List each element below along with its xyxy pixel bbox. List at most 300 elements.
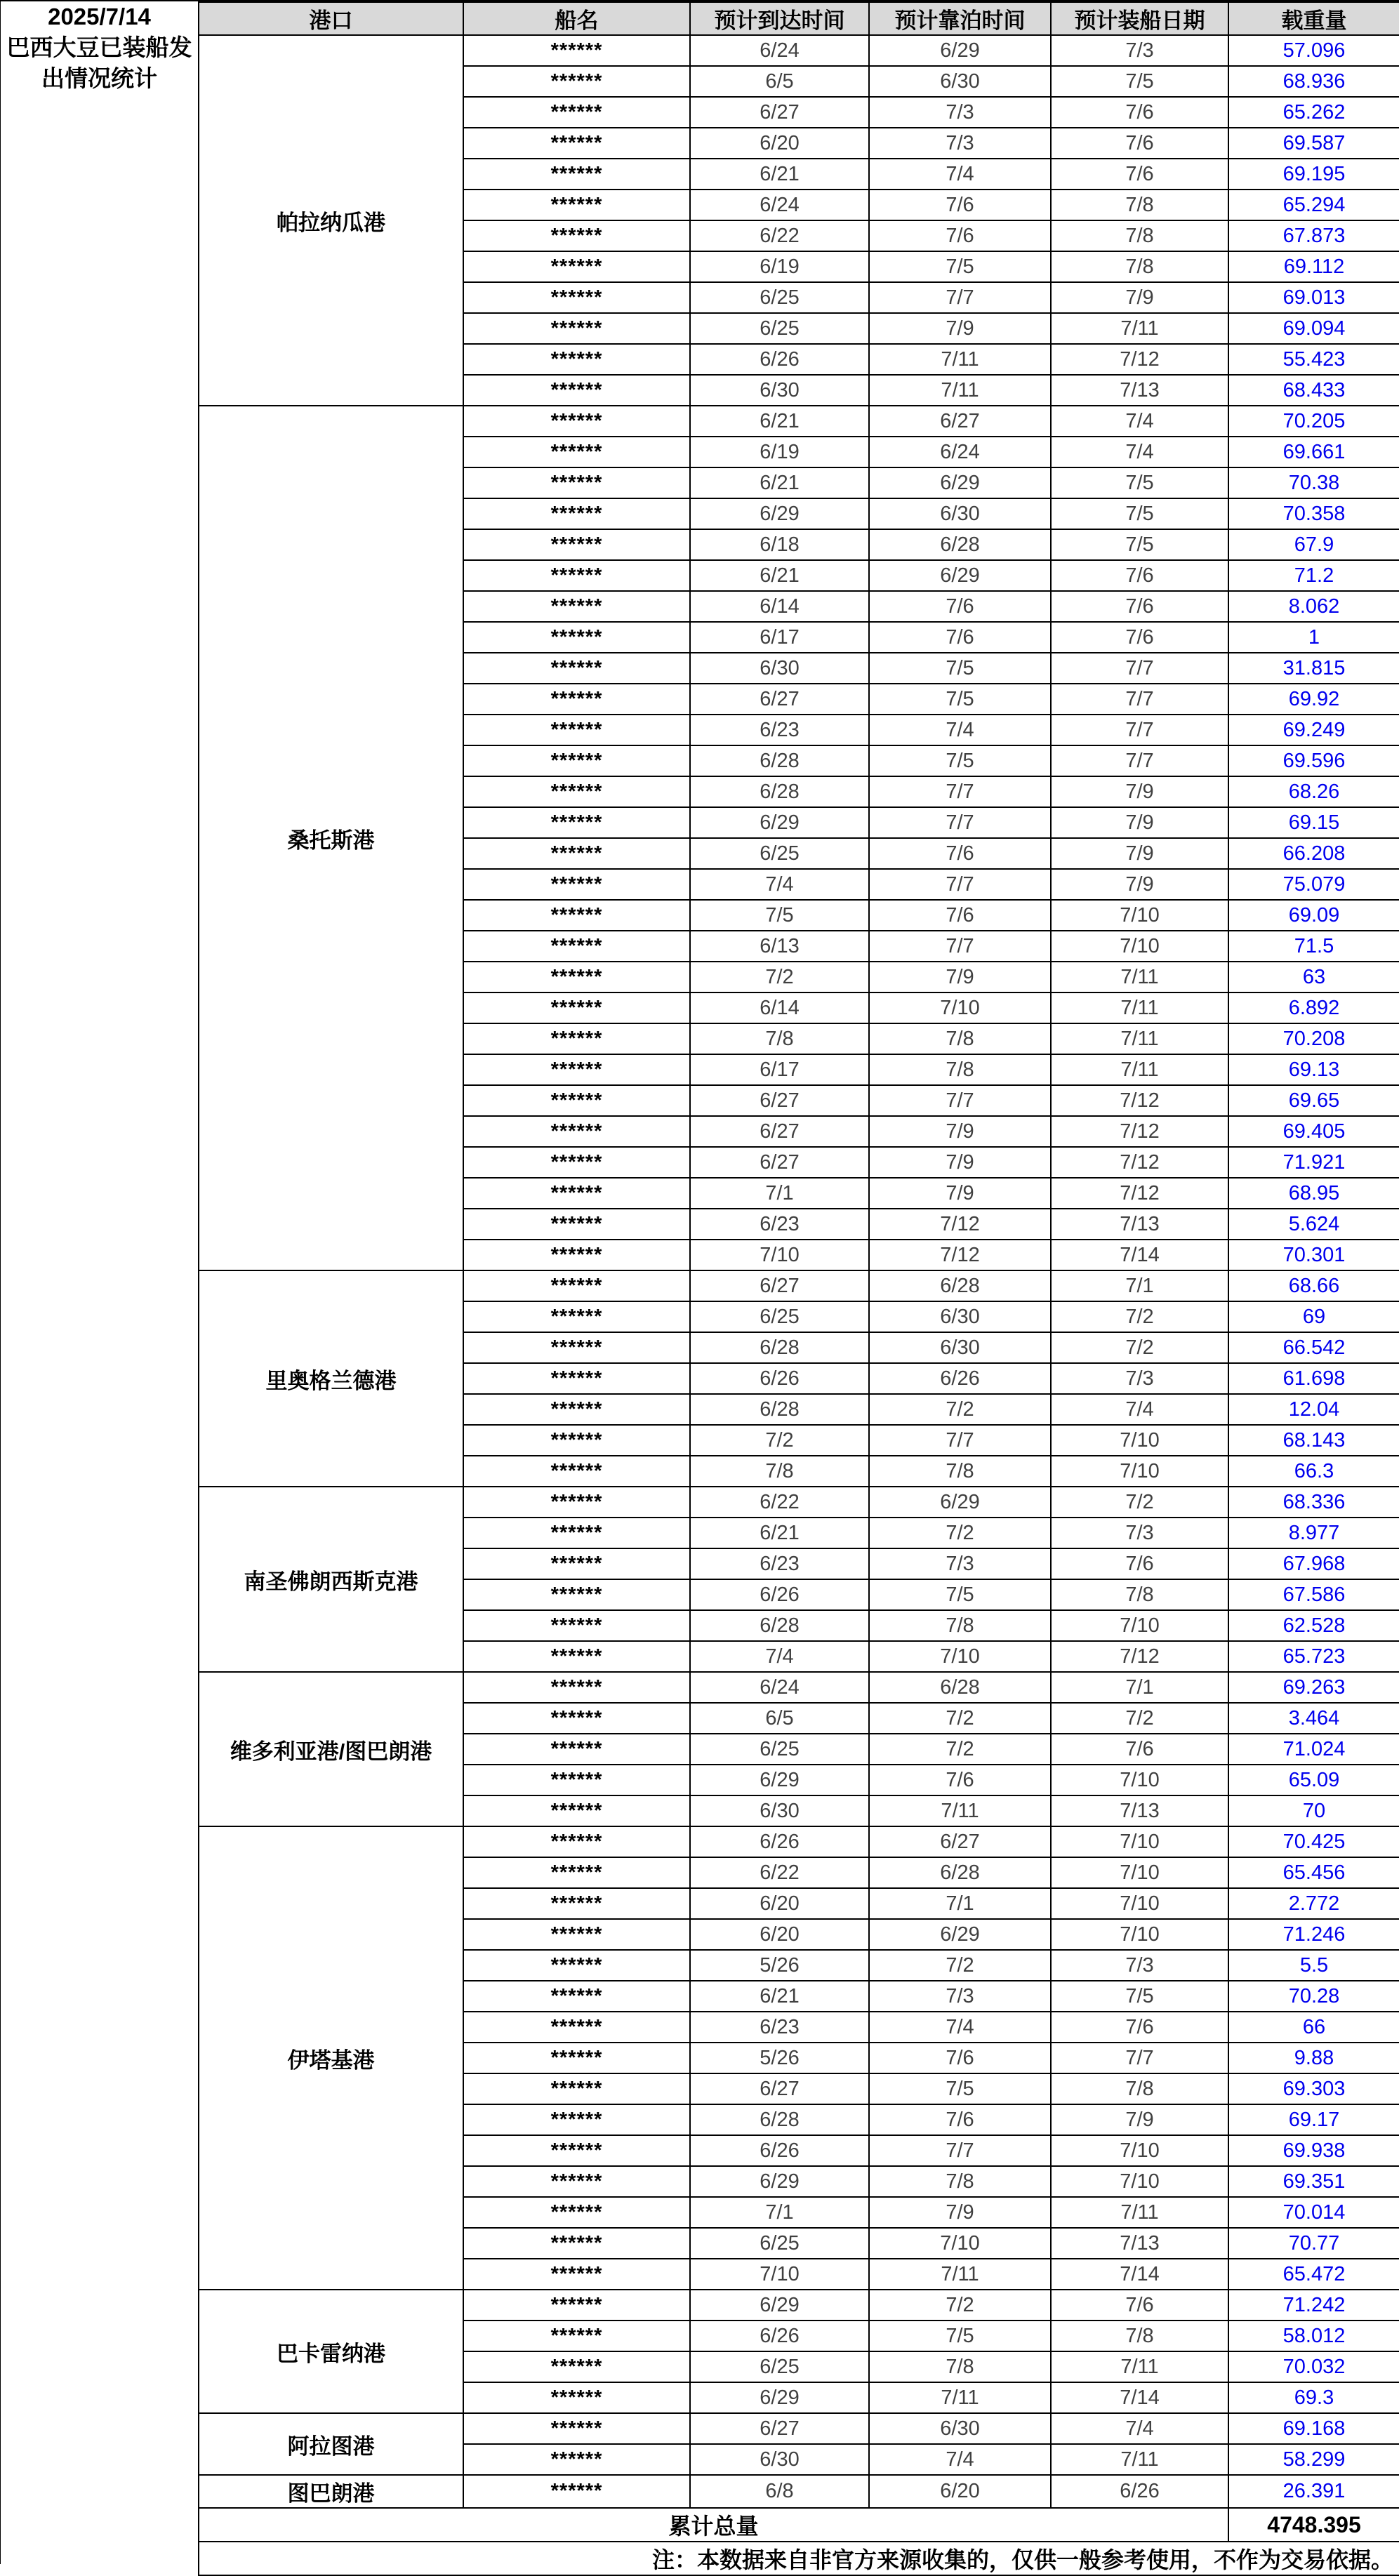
- ship-name-cell[interactable]: ******: [463, 1178, 690, 1209]
- ship-name-cell[interactable]: ******: [463, 1209, 690, 1240]
- deadweight-cell[interactable]: 69.92: [1228, 684, 1399, 715]
- eta-cell[interactable]: 6/26: [690, 1363, 869, 1394]
- berthing-cell[interactable]: 7/6: [869, 1765, 1051, 1795]
- berthing-cell[interactable]: 7/3: [869, 128, 1051, 159]
- deadweight-cell[interactable]: 58.012: [1228, 2321, 1399, 2351]
- loading-date-cell[interactable]: 7/7: [1051, 653, 1228, 684]
- deadweight-cell[interactable]: 68.336: [1228, 1487, 1399, 1518]
- berthing-cell[interactable]: 7/7: [869, 1425, 1051, 1456]
- loading-date-cell[interactable]: 7/10: [1051, 2166, 1228, 2197]
- loading-date-cell[interactable]: 7/6: [1051, 159, 1228, 190]
- berthing-cell[interactable]: 7/2: [869, 1703, 1051, 1734]
- port-name-cell[interactable]: 图巴朗港: [199, 2475, 463, 2508]
- deadweight-cell[interactable]: 71.921: [1228, 1147, 1399, 1178]
- eta-cell[interactable]: 6/17: [690, 622, 869, 653]
- deadweight-cell[interactable]: 67.9: [1228, 529, 1399, 560]
- loading-date-cell[interactable]: 7/14: [1051, 2382, 1228, 2413]
- loading-date-cell[interactable]: 7/4: [1051, 437, 1228, 467]
- deadweight-cell[interactable]: 66.542: [1228, 1332, 1399, 1363]
- berthing-cell[interactable]: 6/26: [869, 1363, 1051, 1394]
- ship-name-cell[interactable]: ******: [463, 2135, 690, 2166]
- eta-cell[interactable]: 6/28: [690, 1610, 869, 1641]
- eta-cell[interactable]: 6/17: [690, 1054, 869, 1085]
- deadweight-cell[interactable]: 71.2: [1228, 560, 1399, 591]
- deadweight-cell[interactable]: 70.28: [1228, 1981, 1399, 2012]
- eta-cell[interactable]: 6/22: [690, 1487, 869, 1518]
- loading-date-cell[interactable]: 7/3: [1051, 1950, 1228, 1981]
- berthing-cell[interactable]: 7/5: [869, 251, 1051, 282]
- eta-cell[interactable]: 6/27: [690, 1116, 869, 1147]
- ship-name-cell[interactable]: ******: [463, 1950, 690, 1981]
- deadweight-cell[interactable]: 69.405: [1228, 1116, 1399, 1147]
- deadweight-cell[interactable]: 70: [1228, 1795, 1399, 1826]
- loading-date-cell[interactable]: 7/6: [1051, 1734, 1228, 1765]
- deadweight-cell[interactable]: 69.168: [1228, 2413, 1399, 2444]
- berthing-cell[interactable]: 7/11: [869, 344, 1051, 375]
- berthing-cell[interactable]: 6/27: [869, 1826, 1051, 1857]
- header-loading-date[interactable]: 预计装船日期: [1051, 2, 1228, 35]
- deadweight-cell[interactable]: 71.246: [1228, 1919, 1399, 1950]
- berthing-cell[interactable]: 7/8: [869, 1456, 1051, 1487]
- deadweight-cell[interactable]: 66.208: [1228, 838, 1399, 869]
- loading-date-cell[interactable]: 7/10: [1051, 1857, 1228, 1888]
- deadweight-cell[interactable]: 66: [1228, 2012, 1399, 2043]
- ship-name-cell[interactable]: ******: [463, 838, 690, 869]
- loading-date-cell[interactable]: 7/3: [1051, 35, 1228, 66]
- eta-cell[interactable]: 6/5: [690, 1703, 869, 1734]
- ship-name-cell[interactable]: ******: [463, 2475, 690, 2508]
- berthing-cell[interactable]: 6/30: [869, 498, 1051, 529]
- eta-cell[interactable]: 6/27: [690, 97, 869, 128]
- ship-name-cell[interactable]: ******: [463, 684, 690, 715]
- loading-date-cell[interactable]: 7/8: [1051, 190, 1228, 220]
- berthing-cell[interactable]: 7/5: [869, 684, 1051, 715]
- ship-name-cell[interactable]: ******: [463, 344, 690, 375]
- ship-name-cell[interactable]: ******: [463, 931, 690, 962]
- deadweight-cell[interactable]: 61.698: [1228, 1363, 1399, 1394]
- ship-name-cell[interactable]: ******: [463, 2382, 690, 2413]
- eta-cell[interactable]: 6/18: [690, 529, 869, 560]
- deadweight-cell[interactable]: 70.032: [1228, 2351, 1399, 2382]
- eta-cell[interactable]: 6/29: [690, 807, 869, 838]
- loading-date-cell[interactable]: 7/4: [1051, 2413, 1228, 2444]
- eta-cell[interactable]: 6/8: [690, 2475, 869, 2508]
- eta-cell[interactable]: 6/13: [690, 931, 869, 962]
- eta-cell[interactable]: 6/24: [690, 35, 869, 66]
- ship-name-cell[interactable]: ******: [463, 498, 690, 529]
- ship-name-cell[interactable]: ******: [463, 622, 690, 653]
- loading-date-cell[interactable]: 7/2: [1051, 1332, 1228, 1363]
- ship-name-cell[interactable]: ******: [463, 2166, 690, 2197]
- loading-date-cell[interactable]: 7/7: [1051, 2043, 1228, 2073]
- ship-name-cell[interactable]: ******: [463, 1610, 690, 1641]
- deadweight-cell[interactable]: 6.892: [1228, 992, 1399, 1023]
- ship-name-cell[interactable]: ******: [463, 745, 690, 776]
- ship-name-cell[interactable]: ******: [463, 1919, 690, 1950]
- deadweight-cell[interactable]: 69.17: [1228, 2104, 1399, 2135]
- deadweight-cell[interactable]: 5.5: [1228, 1950, 1399, 1981]
- deadweight-cell[interactable]: 5.624: [1228, 1209, 1399, 1240]
- eta-cell[interactable]: 6/25: [690, 313, 869, 344]
- eta-cell[interactable]: 6/24: [690, 1672, 869, 1703]
- ship-name-cell[interactable]: ******: [463, 2012, 690, 2043]
- eta-cell[interactable]: 6/30: [690, 1795, 869, 1826]
- ship-name-cell[interactable]: ******: [463, 529, 690, 560]
- loading-date-cell[interactable]: 7/12: [1051, 1147, 1228, 1178]
- ship-name-cell[interactable]: ******: [463, 1765, 690, 1795]
- deadweight-cell[interactable]: 69.596: [1228, 745, 1399, 776]
- ship-name-cell[interactable]: ******: [463, 1857, 690, 1888]
- ship-name-cell[interactable]: ******: [463, 1579, 690, 1610]
- loading-date-cell[interactable]: 7/7: [1051, 715, 1228, 745]
- ship-name-cell[interactable]: ******: [463, 715, 690, 745]
- loading-date-cell[interactable]: 7/11: [1051, 2197, 1228, 2228]
- deadweight-cell[interactable]: 70.205: [1228, 406, 1399, 437]
- berthing-cell[interactable]: 7/8: [869, 2351, 1051, 2382]
- deadweight-cell[interactable]: 65.294: [1228, 190, 1399, 220]
- berthing-cell[interactable]: 7/7: [869, 776, 1051, 807]
- deadweight-cell[interactable]: 3.464: [1228, 1703, 1399, 1734]
- ship-name-cell[interactable]: ******: [463, 1240, 690, 1270]
- eta-cell[interactable]: 5/26: [690, 2043, 869, 2073]
- ship-name-cell[interactable]: ******: [463, 1116, 690, 1147]
- eta-cell[interactable]: 6/27: [690, 2073, 869, 2104]
- ship-name-cell[interactable]: ******: [463, 2444, 690, 2475]
- loading-date-cell[interactable]: 7/3: [1051, 1363, 1228, 1394]
- loading-date-cell[interactable]: 7/11: [1051, 992, 1228, 1023]
- eta-cell[interactable]: 6/27: [690, 1085, 869, 1116]
- deadweight-cell[interactable]: 12.04: [1228, 1394, 1399, 1425]
- berthing-cell[interactable]: 7/7: [869, 2135, 1051, 2166]
- eta-cell[interactable]: 7/2: [690, 962, 869, 992]
- berthing-cell[interactable]: 7/9: [869, 2197, 1051, 2228]
- deadweight-cell[interactable]: 67.873: [1228, 220, 1399, 251]
- berthing-cell[interactable]: 7/6: [869, 900, 1051, 931]
- loading-date-cell[interactable]: 7/8: [1051, 220, 1228, 251]
- ship-name-cell[interactable]: ******: [463, 1456, 690, 1487]
- deadweight-cell[interactable]: 66.3: [1228, 1456, 1399, 1487]
- loading-date-cell[interactable]: 7/11: [1051, 1023, 1228, 1054]
- eta-cell[interactable]: 7/10: [690, 1240, 869, 1270]
- berthing-cell[interactable]: 6/29: [869, 560, 1051, 591]
- berthing-cell[interactable]: 7/5: [869, 2321, 1051, 2351]
- berthing-cell[interactable]: 7/8: [869, 2166, 1051, 2197]
- ship-name-cell[interactable]: ******: [463, 2413, 690, 2444]
- deadweight-cell[interactable]: 65.472: [1228, 2259, 1399, 2290]
- berthing-cell[interactable]: 7/11: [869, 2382, 1051, 2413]
- loading-date-cell[interactable]: 7/2: [1051, 1703, 1228, 1734]
- ship-name-cell[interactable]: ******: [463, 128, 690, 159]
- berthing-cell[interactable]: 6/28: [869, 529, 1051, 560]
- loading-date-cell[interactable]: 7/13: [1051, 375, 1228, 406]
- ship-name-cell[interactable]: ******: [463, 282, 690, 313]
- eta-cell[interactable]: 6/14: [690, 992, 869, 1023]
- berthing-cell[interactable]: 7/6: [869, 838, 1051, 869]
- ship-name-cell[interactable]: ******: [463, 807, 690, 838]
- total-value-cell[interactable]: 4748.395: [1228, 2508, 1399, 2542]
- loading-date-cell[interactable]: 7/6: [1051, 2012, 1228, 2043]
- deadweight-cell[interactable]: 69.13: [1228, 1054, 1399, 1085]
- loading-date-cell[interactable]: 7/4: [1051, 1394, 1228, 1425]
- berthing-cell[interactable]: 7/5: [869, 1579, 1051, 1610]
- eta-cell[interactable]: 6/27: [690, 2413, 869, 2444]
- eta-cell[interactable]: 6/27: [690, 1270, 869, 1301]
- ship-name-cell[interactable]: ******: [463, 1826, 690, 1857]
- berthing-cell[interactable]: 7/7: [869, 931, 1051, 962]
- deadweight-cell[interactable]: 65.723: [1228, 1641, 1399, 1672]
- deadweight-cell[interactable]: 69.661: [1228, 437, 1399, 467]
- ship-name-cell[interactable]: ******: [463, 1147, 690, 1178]
- deadweight-cell[interactable]: 75.079: [1228, 869, 1399, 900]
- deadweight-cell[interactable]: 69.587: [1228, 128, 1399, 159]
- deadweight-cell[interactable]: 8.062: [1228, 591, 1399, 622]
- ship-name-cell[interactable]: ******: [463, 591, 690, 622]
- loading-date-cell[interactable]: 7/13: [1051, 1209, 1228, 1240]
- eta-cell[interactable]: 6/20: [690, 128, 869, 159]
- eta-cell[interactable]: 6/21: [690, 560, 869, 591]
- loading-date-cell[interactable]: 7/9: [1051, 776, 1228, 807]
- eta-cell[interactable]: 6/25: [690, 1301, 869, 1332]
- loading-date-cell[interactable]: 7/6: [1051, 591, 1228, 622]
- deadweight-cell[interactable]: 9.88: [1228, 2043, 1399, 2073]
- deadweight-cell[interactable]: 69.013: [1228, 282, 1399, 313]
- berthing-cell[interactable]: 6/30: [869, 1301, 1051, 1332]
- eta-cell[interactable]: 5/26: [690, 1950, 869, 1981]
- eta-cell[interactable]: 7/5: [690, 900, 869, 931]
- header-deadweight[interactable]: 载重量: [1228, 2, 1399, 35]
- ship-name-cell[interactable]: ******: [463, 869, 690, 900]
- loading-date-cell[interactable]: 7/13: [1051, 2228, 1228, 2259]
- berthing-cell[interactable]: 7/8: [869, 1023, 1051, 1054]
- deadweight-cell[interactable]: 65.09: [1228, 1765, 1399, 1795]
- eta-cell[interactable]: 7/8: [690, 1456, 869, 1487]
- berthing-cell[interactable]: 7/4: [869, 2444, 1051, 2475]
- deadweight-cell[interactable]: 69.094: [1228, 313, 1399, 344]
- deadweight-cell[interactable]: 69.09: [1228, 900, 1399, 931]
- loading-date-cell[interactable]: 7/14: [1051, 1240, 1228, 1270]
- eta-cell[interactable]: 6/25: [690, 1734, 869, 1765]
- loading-date-cell[interactable]: 7/14: [1051, 2259, 1228, 2290]
- berthing-cell[interactable]: 6/28: [869, 1270, 1051, 1301]
- berthing-cell[interactable]: 7/10: [869, 2228, 1051, 2259]
- ship-name-cell[interactable]: ******: [463, 66, 690, 97]
- loading-date-cell[interactable]: 7/5: [1051, 498, 1228, 529]
- berthing-cell[interactable]: 7/12: [869, 1209, 1051, 1240]
- ship-name-cell[interactable]: ******: [463, 2043, 690, 2073]
- deadweight-cell[interactable]: 63: [1228, 962, 1399, 992]
- ship-name-cell[interactable]: ******: [463, 1023, 690, 1054]
- port-name-cell[interactable]: 伊塔基港: [199, 1826, 463, 2290]
- ship-name-cell[interactable]: ******: [463, 1734, 690, 1765]
- eta-cell[interactable]: 6/26: [690, 2135, 869, 2166]
- berthing-cell[interactable]: 7/4: [869, 159, 1051, 190]
- deadweight-cell[interactable]: 69.112: [1228, 251, 1399, 282]
- eta-cell[interactable]: 6/23: [690, 715, 869, 745]
- eta-cell[interactable]: 6/28: [690, 1332, 869, 1363]
- berthing-cell[interactable]: 7/12: [869, 1240, 1051, 1270]
- deadweight-cell[interactable]: 69.263: [1228, 1672, 1399, 1703]
- loading-date-cell[interactable]: 7/10: [1051, 1765, 1228, 1795]
- berthing-cell[interactable]: 7/6: [869, 622, 1051, 653]
- loading-date-cell[interactable]: 7/10: [1051, 2135, 1228, 2166]
- berthing-cell[interactable]: 6/30: [869, 66, 1051, 97]
- ship-name-cell[interactable]: ******: [463, 1301, 690, 1332]
- deadweight-cell[interactable]: 68.66: [1228, 1270, 1399, 1301]
- berthing-cell[interactable]: 7/2: [869, 2290, 1051, 2321]
- eta-cell[interactable]: 6/26: [690, 1579, 869, 1610]
- loading-date-cell[interactable]: 7/9: [1051, 2104, 1228, 2135]
- deadweight-cell[interactable]: 68.143: [1228, 1425, 1399, 1456]
- eta-cell[interactable]: 6/21: [690, 1981, 869, 2012]
- berthing-cell[interactable]: 6/30: [869, 1332, 1051, 1363]
- berthing-cell[interactable]: 6/29: [869, 467, 1051, 498]
- loading-date-cell[interactable]: 7/12: [1051, 1085, 1228, 1116]
- loading-date-cell[interactable]: 7/13: [1051, 1795, 1228, 1826]
- eta-cell[interactable]: 6/29: [690, 2290, 869, 2321]
- eta-cell[interactable]: 7/8: [690, 1023, 869, 1054]
- ship-name-cell[interactable]: ******: [463, 2104, 690, 2135]
- eta-cell[interactable]: 6/19: [690, 251, 869, 282]
- berthing-cell[interactable]: 7/4: [869, 715, 1051, 745]
- berthing-cell[interactable]: 7/7: [869, 282, 1051, 313]
- eta-cell[interactable]: 6/28: [690, 776, 869, 807]
- deadweight-cell[interactable]: 69.195: [1228, 159, 1399, 190]
- loading-date-cell[interactable]: 7/1: [1051, 1672, 1228, 1703]
- loading-date-cell[interactable]: 7/8: [1051, 1579, 1228, 1610]
- deadweight-cell[interactable]: 58.299: [1228, 2444, 1399, 2475]
- eta-cell[interactable]: 6/26: [690, 344, 869, 375]
- port-name-cell[interactable]: 里奥格兰德港: [199, 1270, 463, 1487]
- berthing-cell[interactable]: 7/9: [869, 1116, 1051, 1147]
- ship-name-cell[interactable]: ******: [463, 2321, 690, 2351]
- eta-cell[interactable]: 6/21: [690, 406, 869, 437]
- loading-date-cell[interactable]: 7/5: [1051, 1981, 1228, 2012]
- deadweight-cell[interactable]: 70.301: [1228, 1240, 1399, 1270]
- berthing-cell[interactable]: 6/29: [869, 1487, 1051, 1518]
- loading-date-cell[interactable]: 7/11: [1051, 2444, 1228, 2475]
- loading-date-cell[interactable]: 7/10: [1051, 1919, 1228, 1950]
- berthing-cell[interactable]: 7/7: [869, 807, 1051, 838]
- eta-cell[interactable]: 7/1: [690, 1178, 869, 1209]
- eta-cell[interactable]: 6/23: [690, 1548, 869, 1579]
- deadweight-cell[interactable]: 70.38: [1228, 467, 1399, 498]
- eta-cell[interactable]: 6/30: [690, 375, 869, 406]
- loading-date-cell[interactable]: 7/8: [1051, 251, 1228, 282]
- ship-name-cell[interactable]: ******: [463, 467, 690, 498]
- deadweight-cell[interactable]: 57.096: [1228, 35, 1399, 66]
- ship-name-cell[interactable]: ******: [463, 1888, 690, 1919]
- deadweight-cell[interactable]: 68.936: [1228, 66, 1399, 97]
- deadweight-cell[interactable]: 69.249: [1228, 715, 1399, 745]
- loading-date-cell[interactable]: 7/10: [1051, 1826, 1228, 1857]
- berthing-cell[interactable]: 7/10: [869, 1641, 1051, 1672]
- header-eta[interactable]: 预计到达时间: [690, 2, 869, 35]
- eta-cell[interactable]: 6/20: [690, 1919, 869, 1950]
- eta-cell[interactable]: 6/28: [690, 745, 869, 776]
- deadweight-cell[interactable]: 69.15: [1228, 807, 1399, 838]
- loading-date-cell[interactable]: 7/1: [1051, 1270, 1228, 1301]
- berthing-cell[interactable]: 7/2: [869, 1950, 1051, 1981]
- ship-name-cell[interactable]: ******: [463, 1672, 690, 1703]
- loading-date-cell[interactable]: 7/12: [1051, 1641, 1228, 1672]
- eta-cell[interactable]: 6/29: [690, 498, 869, 529]
- berthing-cell[interactable]: 7/2: [869, 1734, 1051, 1765]
- eta-cell[interactable]: 6/19: [690, 437, 869, 467]
- eta-cell[interactable]: 6/21: [690, 1518, 869, 1548]
- loading-date-cell[interactable]: 7/5: [1051, 467, 1228, 498]
- ship-name-cell[interactable]: ******: [463, 159, 690, 190]
- eta-cell[interactable]: 7/1: [690, 2197, 869, 2228]
- ship-name-cell[interactable]: ******: [463, 962, 690, 992]
- eta-cell[interactable]: 6/28: [690, 2104, 869, 2135]
- loading-date-cell[interactable]: 7/10: [1051, 900, 1228, 931]
- deadweight-cell[interactable]: 67.968: [1228, 1548, 1399, 1579]
- deadweight-cell[interactable]: 65.262: [1228, 97, 1399, 128]
- berthing-cell[interactable]: 7/2: [869, 1518, 1051, 1548]
- loading-date-cell[interactable]: 7/12: [1051, 1116, 1228, 1147]
- ship-name-cell[interactable]: ******: [463, 1394, 690, 1425]
- loading-date-cell[interactable]: 7/6: [1051, 622, 1228, 653]
- ship-name-cell[interactable]: ******: [463, 560, 690, 591]
- berthing-cell[interactable]: 7/7: [869, 1085, 1051, 1116]
- ship-name-cell[interactable]: ******: [463, 313, 690, 344]
- berthing-cell[interactable]: 7/5: [869, 745, 1051, 776]
- berthing-cell[interactable]: 7/1: [869, 1888, 1051, 1919]
- port-name-cell[interactable]: 阿拉图港: [199, 2413, 463, 2475]
- ship-name-cell[interactable]: ******: [463, 2073, 690, 2104]
- deadweight-cell[interactable]: 1: [1228, 622, 1399, 653]
- ship-name-cell[interactable]: ******: [463, 251, 690, 282]
- deadweight-cell[interactable]: 65.456: [1228, 1857, 1399, 1888]
- berthing-cell[interactable]: 7/11: [869, 2259, 1051, 2290]
- loading-date-cell[interactable]: 7/11: [1051, 962, 1228, 992]
- eta-cell[interactable]: 6/20: [690, 1888, 869, 1919]
- header-port[interactable]: 港口: [199, 2, 463, 35]
- ship-name-cell[interactable]: ******: [463, 190, 690, 220]
- berthing-cell[interactable]: 7/6: [869, 2104, 1051, 2135]
- berthing-cell[interactable]: 7/6: [869, 190, 1051, 220]
- deadweight-cell[interactable]: 69.351: [1228, 2166, 1399, 2197]
- berthing-cell[interactable]: 7/4: [869, 2012, 1051, 2043]
- deadweight-cell[interactable]: 68.95: [1228, 1178, 1399, 1209]
- loading-date-cell[interactable]: 7/6: [1051, 2290, 1228, 2321]
- loading-date-cell[interactable]: 7/12: [1051, 1178, 1228, 1209]
- deadweight-cell[interactable]: 69.3: [1228, 2382, 1399, 2413]
- loading-date-cell[interactable]: 7/3: [1051, 1518, 1228, 1548]
- deadweight-cell[interactable]: 62.528: [1228, 1610, 1399, 1641]
- ship-name-cell[interactable]: ******: [463, 1085, 690, 1116]
- deadweight-cell[interactable]: 31.815: [1228, 653, 1399, 684]
- berthing-cell[interactable]: 7/9: [869, 1178, 1051, 1209]
- loading-date-cell[interactable]: 7/2: [1051, 1301, 1228, 1332]
- ship-name-cell[interactable]: ******: [463, 1641, 690, 1672]
- loading-date-cell[interactable]: 7/10: [1051, 1888, 1228, 1919]
- loading-date-cell[interactable]: 6/26: [1051, 2475, 1228, 2508]
- berthing-cell[interactable]: 7/9: [869, 1147, 1051, 1178]
- berthing-cell[interactable]: 7/6: [869, 220, 1051, 251]
- eta-cell[interactable]: 6/30: [690, 2444, 869, 2475]
- berthing-cell[interactable]: 6/28: [869, 1857, 1051, 1888]
- eta-cell[interactable]: 6/27: [690, 1147, 869, 1178]
- berthing-cell[interactable]: 7/7: [869, 869, 1051, 900]
- berthing-cell[interactable]: 7/3: [869, 1981, 1051, 2012]
- berthing-cell[interactable]: 7/9: [869, 313, 1051, 344]
- eta-cell[interactable]: 6/29: [690, 2166, 869, 2197]
- port-name-cell[interactable]: 桑托斯港: [199, 406, 463, 1270]
- deadweight-cell[interactable]: 71.5: [1228, 931, 1399, 962]
- deadweight-cell[interactable]: 70.425: [1228, 1826, 1399, 1857]
- deadweight-cell[interactable]: 69: [1228, 1301, 1399, 1332]
